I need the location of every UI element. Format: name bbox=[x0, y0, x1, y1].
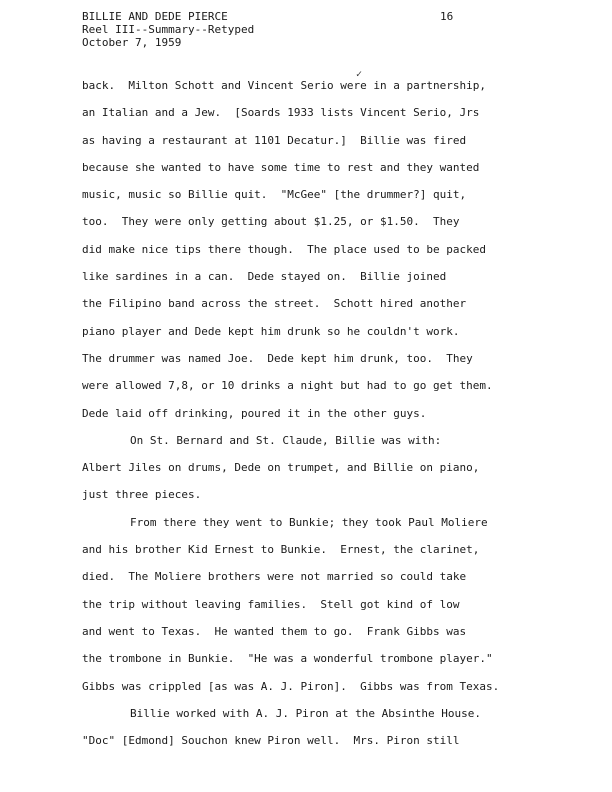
text-line: Albert Jiles on drums, Dede on trumpet, and Billie on piano, bbox=[82, 461, 480, 475]
page-number: 16 bbox=[440, 10, 454, 23]
document-date: October 7, 1959 bbox=[82, 36, 182, 49]
text-line: and his brother Kid Ernest to Bunkie. Ernest, the clarinet, bbox=[82, 543, 480, 557]
text-line: because she wanted to have some time to rest and they wanted bbox=[82, 160, 480, 174]
paragraph-start-line: On St. Bernard and St. Claude, Billie was with: bbox=[130, 433, 442, 447]
paragraph-start-line: From there they went to Bunkie; they took Paul Moliere bbox=[130, 515, 488, 529]
text-line: an Italian and a Jew. [Soards 1933 lists Vincent Serio, Jrs bbox=[82, 106, 480, 120]
document-title: BILLIE AND DEDE PIERCE bbox=[82, 10, 228, 23]
text-line: piano player and Dede kept him drunk so he couldn't work. bbox=[82, 324, 460, 338]
text-line: Dede laid off drinking, poured it in the other guys. bbox=[82, 406, 427, 420]
text-line: as having a restaurant at 1101 Decatur.] Billie was fired bbox=[82, 133, 467, 147]
text-line: too. They were only getting about $1.25, or $1.50. They bbox=[82, 215, 460, 229]
transcript-body bbox=[82, 79, 562, 761]
text-line: the trip without leaving families. Stell got kind of low bbox=[82, 597, 460, 611]
text-line: music, music so Billie quit. "McGee" [the drummer?] quit, bbox=[82, 188, 467, 202]
text-line: The drummer was named Joe. Dede kept him drunk, too. They bbox=[82, 351, 473, 365]
text-line: did make nice tips there though. The place used to be packed bbox=[82, 242, 486, 256]
text-line: died. The Moliere brothers were not married so could take bbox=[82, 570, 467, 584]
text-line: were allowed 7,8, or 10 drinks a night but had to go get them. bbox=[82, 379, 493, 393]
text-line: "Doc" [Edmond] Souchon knew Piron well. Mrs. Piron still bbox=[82, 734, 460, 748]
text-line: back. Milton Schott and Vincent Serio were in a partnership, bbox=[82, 79, 486, 92]
text-line: Gibbs was crippled [as was A. J. Piron]. Gibbs was from Texas. bbox=[82, 679, 500, 693]
checkmark-icon: ✓ bbox=[356, 69, 363, 80]
text-line: just three pieces. bbox=[82, 488, 202, 502]
text-line: and went to Texas. He wanted them to go. Frank Gibbs was bbox=[82, 624, 467, 638]
text-line: the trombone in Bunkie. "He was a wonderful trombone player." bbox=[82, 652, 493, 666]
text-line: the Filipino band across the street. Schott hired another bbox=[82, 297, 467, 311]
paragraph-start-line: Billie worked with A. J. Piron at the Absinthe House. bbox=[130, 706, 481, 720]
reel-label: Reel III--Summary--Retyped bbox=[82, 23, 255, 36]
text-line: like sardines in a can. Dede stayed on. Billie joined bbox=[82, 270, 447, 284]
document-header bbox=[82, 10, 254, 49]
